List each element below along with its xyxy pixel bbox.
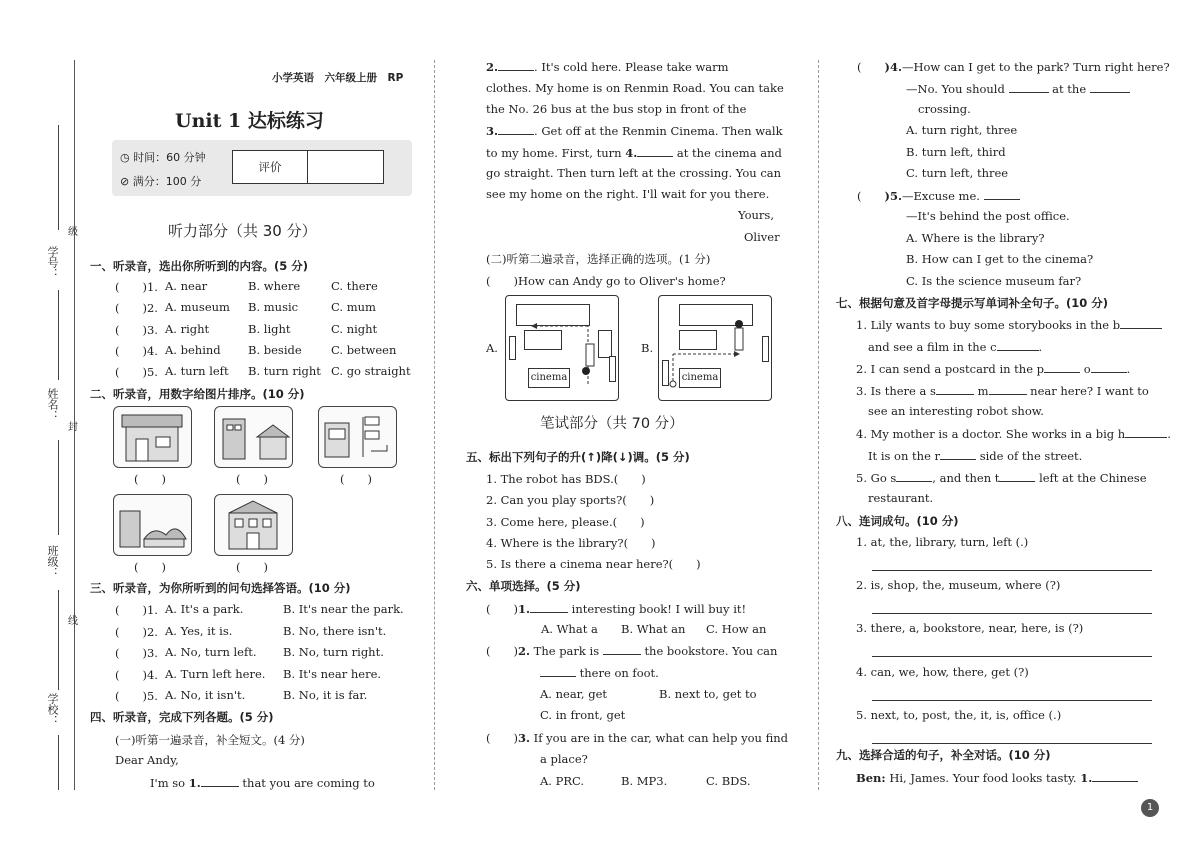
cinema-label: cinema xyxy=(679,368,721,388)
blank[interactable] xyxy=(984,188,1020,200)
cinema-label: cinema xyxy=(528,368,570,388)
letter-line: see my home on the right. I'll wait for you there. xyxy=(486,187,770,201)
listening-title: 听力部分（共 30 分） xyxy=(168,222,317,240)
option-a: A. behind xyxy=(165,342,221,357)
option-c: C. there xyxy=(331,279,378,293)
answer-line[interactable] xyxy=(872,613,1152,614)
grade-label: 小学英语 六年级上册 RP xyxy=(272,72,404,84)
picture-shop xyxy=(113,406,192,468)
picture-car-park xyxy=(113,494,192,556)
column-divider xyxy=(818,60,819,790)
map-b[interactable] xyxy=(658,295,772,401)
blank[interactable] xyxy=(936,383,974,395)
choice-question-5: ( )5.—Excuse me. xyxy=(857,188,1020,204)
section-4-sub2: (二)听第二遍录音，选择正确的选项。(1 分) xyxy=(486,252,711,266)
option-b: B. No, there isn't. xyxy=(283,623,387,638)
question-row: ( )3. xyxy=(115,322,158,337)
blank-1[interactable] xyxy=(201,775,239,787)
option-c: C. night xyxy=(331,321,378,336)
fill-line: 1. Lily wants to buy some storybooks in the b xyxy=(856,317,1162,332)
question-row: ( )2. xyxy=(115,624,158,639)
option-b: B. What an xyxy=(621,622,686,636)
section-9-title: 九、选择合适的句子，补全对话。(10 分) xyxy=(836,748,1051,762)
option-a: A. right xyxy=(165,321,210,336)
sentence-words: 5. next, to, post, the, it, is, office (.) xyxy=(856,707,1062,722)
option-a: A. Where is the library? xyxy=(906,231,1045,245)
fill-line: 4. My mother is a doctor. She works in a big h . xyxy=(856,427,1171,441)
blank[interactable] xyxy=(997,339,1039,351)
question-row: ( )1. xyxy=(115,603,158,617)
fill-line: and see a film in the c . xyxy=(868,340,1043,354)
option-c: C. How an xyxy=(706,622,767,636)
margin-blank xyxy=(58,735,59,790)
option-b: B. It's near the park. xyxy=(283,602,404,616)
answer-paren[interactable]: ( ) xyxy=(134,472,166,486)
option-a: A. Yes, it is. xyxy=(165,623,233,638)
answer-paren[interactable]: ( ) xyxy=(340,472,372,486)
fill-line: restaurant. xyxy=(868,491,934,505)
choice-line: crossing. xyxy=(918,102,971,116)
section-7-title: 七、根据句意及首字母提示写单词补全句子。(10 分) xyxy=(836,296,1109,310)
question-row: ( )1. xyxy=(115,280,158,294)
section-2-title: 二、听录音，用数字给图片排序。(10 分) xyxy=(90,387,305,401)
option-b: B. where xyxy=(248,279,301,293)
option-b: B. No, it is far. xyxy=(283,688,368,702)
option-a-label: A. xyxy=(486,341,498,355)
section-4-sub1: (一)听第一遍录音，补全短文。(4 分) xyxy=(115,733,305,747)
letter-greeting: Dear Andy, xyxy=(115,753,179,767)
answer-line[interactable] xyxy=(872,656,1152,657)
blank[interactable] xyxy=(940,448,976,460)
option-b: B. music xyxy=(248,300,299,315)
answer-line[interactable] xyxy=(872,700,1152,701)
letter-line: to my home. First, turn 4. at the cinema and xyxy=(486,146,782,160)
margin-blank xyxy=(58,590,59,690)
option-b: B. How can I get to the cinema? xyxy=(906,252,1094,266)
blank[interactable] xyxy=(603,643,641,655)
time-label: ◷ 时间：60 分钟 xyxy=(120,151,206,164)
sentence-words: 2. is, shop, the, museum, where (?) xyxy=(856,578,1061,593)
option-a: A. It's a park. xyxy=(165,602,244,616)
option-a: A. museum xyxy=(165,300,230,315)
margin-char-feng: 封 xyxy=(68,422,78,433)
check-circle-icon: ⊘ xyxy=(120,175,133,188)
section-6-title: 六、单项选择。(5 分) xyxy=(466,579,581,593)
answer-paren[interactable]: ( ) xyxy=(236,560,268,574)
option-b: B. light xyxy=(248,321,291,336)
score-label: ⊘ 满分：100 分 xyxy=(120,175,202,188)
question-row: ( )2. xyxy=(115,301,158,316)
letter-line: 2. . It's cold here. Please take warm xyxy=(486,60,729,74)
answer-line[interactable] xyxy=(872,570,1152,571)
intonation-item: 5. Is there a cinema near here?( ) xyxy=(486,557,701,572)
option-c: C. turn left, three xyxy=(906,166,1009,180)
blank[interactable] xyxy=(989,383,1027,395)
blank[interactable] xyxy=(1125,426,1167,438)
section-1-title: 一、听录音，选出你所听到的内容。(5 分) xyxy=(90,259,309,273)
option-a: A. What a xyxy=(541,622,598,636)
option-a: A. PRC. xyxy=(540,774,585,788)
margin-char-ji: 级 xyxy=(68,227,78,238)
blank[interactable] xyxy=(896,470,932,482)
choice-line: there on foot. xyxy=(540,665,659,680)
letter-line: clothes. My home is on Renmin Road. You can take xyxy=(486,81,784,95)
fill-line: 5. Go s , and then t left at the Chinese xyxy=(856,471,1147,485)
fill-line: see an interesting robot show. xyxy=(868,404,1044,418)
margin-blank xyxy=(58,125,59,230)
option-a: A. near xyxy=(165,279,208,293)
choice-line: —It's behind the post office. xyxy=(906,209,1070,223)
page-title: Unit 1 达标练习 xyxy=(175,110,324,132)
option-c: C. Is the science museum far? xyxy=(906,274,1082,288)
written-title: 笔试部分（共 70 分） xyxy=(540,416,684,432)
choice-question-3: ( )3. If you are in the car, what can help you find xyxy=(486,731,789,745)
margin-blank xyxy=(58,290,59,380)
page-number: 1 xyxy=(1141,799,1159,817)
option-a: A. No, turn left. xyxy=(165,645,257,659)
sentence-words: 4. can, we, how, there, get (?) xyxy=(856,664,1029,679)
intonation-item: 3. Come here, please.( ) xyxy=(486,514,645,529)
school-label: 学校： xyxy=(46,693,59,726)
blank[interactable] xyxy=(1044,361,1080,373)
intonation-item: 1. The robot has BDS.( ) xyxy=(486,472,646,486)
column-divider xyxy=(434,60,435,790)
option-b-label: B. xyxy=(641,341,654,355)
question-row: ( )4. xyxy=(115,667,158,682)
sentence-words: 3. there, a, bookstore, near, here, is (?) xyxy=(856,621,1084,636)
info-box xyxy=(112,140,412,196)
answer-paren[interactable]: ( ) xyxy=(236,472,268,486)
option-c: C. BDS. xyxy=(706,774,751,788)
dialogue-line: Ben: Hi, James. Your food looks tasty. 1. xyxy=(856,770,1138,785)
question-row: ( )5. xyxy=(115,689,158,703)
option-a: A. turn right, three xyxy=(906,123,1018,137)
fill-line: 3. Is there a s m near here? I want to xyxy=(856,384,1149,398)
option-c: C. mum xyxy=(331,300,376,315)
student-number-label: 学号： xyxy=(46,246,59,279)
sentence-words: 1. at, the, library, turn, left (.) xyxy=(856,535,1029,549)
letter-signature: Oliver xyxy=(744,230,780,244)
choice-question-2: ( )2. The park is the bookstore. You can xyxy=(486,644,778,658)
blank[interactable] xyxy=(1090,81,1130,93)
choice-line: —No. You should at the xyxy=(906,81,1130,96)
blank-4[interactable] xyxy=(637,145,673,157)
answer-paren[interactable]: ( ) xyxy=(134,560,166,574)
option-a: A. near, get xyxy=(540,687,608,701)
option-a: A. turn left xyxy=(165,364,229,379)
choice-line: a place? xyxy=(540,752,588,766)
blank[interactable] xyxy=(999,470,1035,482)
blank[interactable] xyxy=(1091,361,1127,373)
intonation-item: 2. Can you play sports?( ) xyxy=(486,493,655,508)
option-b: B. No, turn right. xyxy=(283,645,384,659)
blank-3[interactable] xyxy=(498,123,534,135)
question-row: ( )3. xyxy=(115,646,158,660)
letter-closing: Yours, xyxy=(738,208,774,222)
letter-line: I'm so 1. that you are coming to xyxy=(150,776,375,790)
option-c: C. between xyxy=(331,342,397,357)
option-a: A. No, it isn't. xyxy=(165,688,246,702)
option-c: C. in front, get xyxy=(540,708,626,722)
question-row: ( )5. xyxy=(115,365,158,380)
section-4-title: 四、听录音，完成下列各题。(5 分) xyxy=(90,710,274,724)
answer-line[interactable] xyxy=(872,743,1152,744)
clock-icon: ◷ xyxy=(120,151,134,164)
fill-line: It is on the r side of the street. xyxy=(868,449,1083,463)
intonation-item: 4. Where is the library?( ) xyxy=(486,535,656,550)
blank[interactable] xyxy=(1092,770,1138,782)
picture-school xyxy=(214,494,293,556)
question-row: ( )4. xyxy=(115,343,158,358)
option-b: B. turn right xyxy=(248,364,321,379)
option-a: A. Turn left here. xyxy=(165,666,266,681)
name-label: 姓名： xyxy=(46,388,59,421)
section-3-title: 三、听录音，为你所听到的问句选择答语。(10 分) xyxy=(90,581,351,595)
option-b: B. turn left, third xyxy=(906,145,1006,159)
margin-blank xyxy=(58,440,59,535)
margin-char-xian: 线 xyxy=(68,616,78,627)
section-8-title: 八、连词成句。(10 分) xyxy=(836,514,959,528)
letter-line: the No. 26 bus at the bus stop in front of the xyxy=(486,102,747,116)
option-b: B. MP3. xyxy=(621,774,668,788)
eval-label: 评价 xyxy=(233,151,308,183)
map-a[interactable] xyxy=(505,295,619,401)
letter-line: go straight. Then turn left at the crossing. You can xyxy=(486,166,782,180)
choice-question-4: ( )4.—How can I get to the park? Turn right here? xyxy=(857,60,1170,74)
letter-line: 3. . Get off at the Renmin Cinema. Then walk xyxy=(486,124,783,138)
fill-line: 2. I can send a postcard in the p o . xyxy=(856,362,1131,376)
blank[interactable] xyxy=(530,601,568,613)
blank[interactable] xyxy=(540,665,576,677)
blank-2[interactable] xyxy=(498,59,534,71)
option-c: C. go straight xyxy=(331,364,411,379)
option-b: B. It's near here. xyxy=(283,666,382,681)
blank[interactable] xyxy=(1009,81,1049,93)
eval-box xyxy=(232,150,384,184)
class-label: 班级： xyxy=(46,545,59,578)
option-b: B. beside xyxy=(248,342,302,357)
question-line: ( )How can Andy go to Oliver's home? xyxy=(486,274,726,288)
picture-street-sign xyxy=(318,406,397,468)
option-b: B. next to, get to xyxy=(659,687,757,701)
picture-buildings xyxy=(214,406,293,468)
blank[interactable] xyxy=(1120,317,1162,329)
choice-question-1: ( )1. interesting book! I will buy it! xyxy=(486,602,747,616)
section-5-title: 五、标出下列句子的升(↑)降(↓)调。(5 分) xyxy=(466,450,690,464)
